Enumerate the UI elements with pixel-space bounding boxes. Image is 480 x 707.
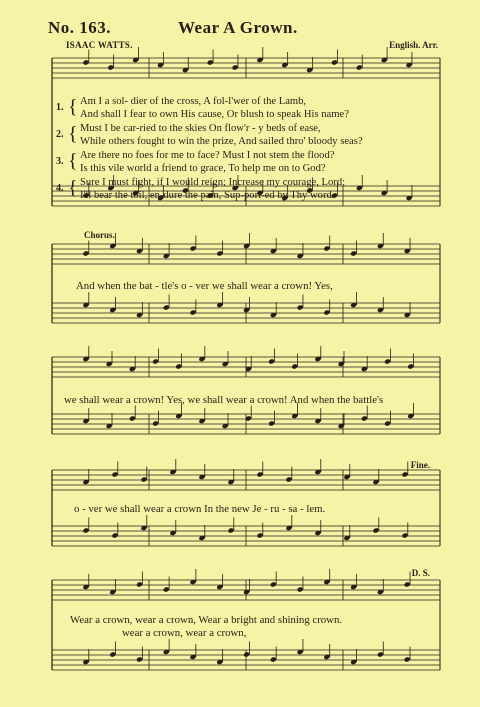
verse-2 — [56, 122, 444, 147]
ds-marker: D. S. — [411, 568, 430, 578]
chorus-lyric-1: And when the bat - tle's o - ver we shall wear a crown! Yes, — [76, 280, 333, 292]
chorus-lyric-3: o - ver we shall wear a crown In the new Je - ru - sa - lem. — [74, 503, 326, 515]
verse-number: 1. — [56, 102, 64, 113]
verse-line: I'll bear the toil, en-dure the pain, Sup-port-ed by Thy word. — [80, 190, 335, 201]
hymn-number: No. 163. — [48, 18, 112, 37]
verse-line: Must I be car-ried to the skies On flow'r - y beds of ease, — [80, 123, 321, 134]
verse-3 — [56, 149, 444, 174]
verse-number: 3. — [56, 156, 64, 167]
verse-brace: { — [68, 96, 78, 118]
verse-line: Am I a sol- dier of the cross, A fol-l'wer of the Lamb, — [80, 96, 307, 107]
chorus-lyric-4-alto: wear a crown, wear a crown, — [122, 627, 247, 639]
verse-brace: { — [68, 123, 78, 145]
chorus-label: Chorus. — [84, 230, 115, 240]
chorus-lyric-2: we shall wear a crown! Yes, we shall wear a crown! And when the battle's — [64, 394, 384, 406]
hymn-title: Wear A Grown. — [178, 18, 298, 37]
fine-marker: Fine. — [410, 460, 430, 470]
verse-brace: { — [68, 177, 78, 199]
verse-line: Sure I must fight, if I would reign; Increase my courage, Lord; — [80, 177, 346, 188]
arranger-credit: English. Arr. — [389, 40, 438, 50]
verse-line: Is this vile world a friend to grace, To help me on to God? — [80, 163, 326, 174]
verse-line: While others fought to win the prize, And sailed thro' bloody seas? — [80, 136, 363, 147]
verse-number: 4. — [56, 183, 64, 194]
verse-brace: { — [68, 150, 78, 172]
verse-line: And shall I fear to own His cause, Or blush to speak His name? — [80, 109, 349, 120]
chorus-lyric-4: Wear a crown, wear a crown, Wear a bright and shining crown. — [70, 614, 343, 626]
verse-line: Are there no foes for me to face? Must I not stem the flood? — [80, 150, 335, 161]
verse-4 — [56, 176, 444, 201]
composer-credit: ISAAC WATTS. — [66, 40, 133, 50]
verse-number: 2. — [56, 129, 64, 140]
verse-1 — [56, 95, 444, 120]
